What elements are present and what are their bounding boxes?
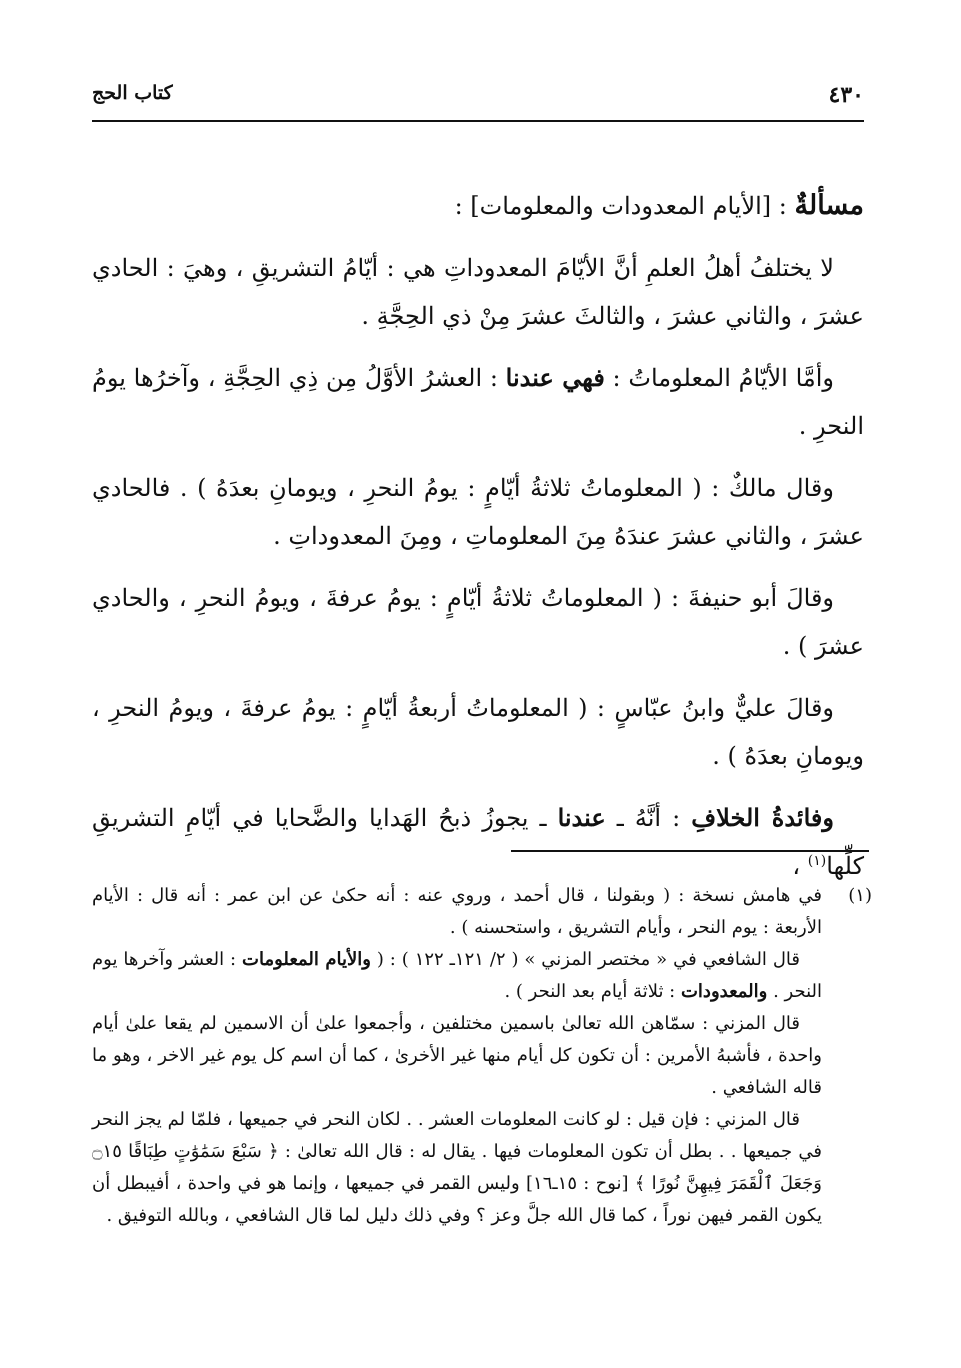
bold-phrase: عندنا (557, 803, 606, 832)
issue-heading (92, 182, 864, 230)
paragraph: وقالَ أبو حنيفةَ : ( المعلوماتُ ثلاثةُ أيّامٍ : يومُ عرفةَ ، ويومُ النحرِ ، والحادي عشرَ ) . (92, 584, 864, 660)
footnote-paragraph (92, 944, 822, 1008)
bold-phrase: فهي عندنا (505, 363, 605, 392)
paragraph (92, 354, 864, 450)
bold-phrase: وفائدةُ الخلافِ (691, 803, 834, 832)
footnote-text: قال الشافعي في « مختصر المزني » ( ٢/ ١٢١ـ ١٢٢ ) : ( (370, 949, 800, 970)
paragraph-text: ـ يجوزُ ذبحُ الهَدايا والضَّحايا في أيّامِ التشريقِ كلِّها (92, 804, 864, 880)
book-title: كتاب الحج (92, 82, 173, 104)
issue-keyword: مسألةٌ (794, 190, 864, 221)
running-header (92, 78, 864, 122)
footnotes (92, 880, 872, 1232)
footnote-marker: (١) (848, 885, 872, 906)
paragraph: وقالَ عليٌّ وابنُ عبّاسٍ : ( المعلوماتُ أربعةُ أيّامٍ : يومُ عرفةَ ، ويومُ النحرِ ، ويومانِ بعدَهُ ) . (92, 694, 864, 770)
paragraph: لا يختلفُ أهلُ العلمِ أنَّ الأيّامَ المعدوداتِ هي : أيّامُ التشريقِ ، وهيَ : الحادي عشرَ ، والثاني عشرَ ، والثالثَ عشرَ مِنْ ذي الحِجَّةِ . (92, 254, 864, 330)
main-text (92, 182, 864, 904)
footnote-paragraph: في هامش نسخة : ( وبقولنا ، قال أحمد ، وروي عنه : أنه حكىٰ عن ابن عمر : أنه قال : الأيام الأربعة : يوم النحر ، وأيام التشريق ، واستحسنه ) . (92, 885, 822, 938)
footnote-body (92, 880, 822, 1232)
footnote-reference[interactable]: (١) (807, 853, 827, 869)
bold-phrase: والأيام المعلومات (242, 949, 371, 970)
footnote-text: : ثلاثة أيام بعد النحر ) . (504, 981, 681, 1002)
paragraph (92, 794, 864, 890)
footnote-divider (511, 850, 869, 852)
paragraph-text: : أنَّهُ ـ (605, 804, 692, 832)
page-number: ٤٣٠ (828, 82, 864, 108)
issue-title: : [الأيام المعدودات والمعلومات] : (454, 192, 795, 220)
bold-phrase: والمعدودات (680, 981, 768, 1002)
paragraph-text: وأمَّا الأيّامُ المعلوماتُ : (604, 364, 835, 392)
footnote-text: : العشر وآخرها يوم النحر . (92, 949, 822, 1002)
footnote-paragraph: قال المزني : سمّاهن الله تعالىٰ باسمين مختلفين ، وأجمعوا علىٰ أن الاسمين لم يقعا علىٰ أيام واحدة ، فأشبهُ الأمرين : أن تكون كل أيام منها غير الأخرىٰ ، كما أن اسم كل يوم غير الاخر ، وهو ما قاله الشافعي . (92, 1013, 822, 1098)
paragraph-text: : العشرُ الأوَّلُ مِن ذِي الحِجَّةِ ، وآخرُها يومُ النحرِ . (92, 364, 864, 440)
paragraph: وقال مالكٌ : ( المعلوماتُ ثلاثةُ أيّامٍ : يومُ النحرِ ، ويومانِ بعدَهُ ) . فالحادي عشرَ ، والثاني عشرَ عندَهُ مِنَ المعلوماتِ ، ومِنَ المعدوداتِ . (92, 474, 864, 550)
paragraph-text: ، (792, 852, 808, 880)
footnote-paragraph: قال المزني : فإن قيل : لو كانت المعلومات العشر . . لكان النحر في جميعها ، فلمّا لم يجز النحر في جميعها . . بطل أن تكون المعلومات فيها . يقال له : قال الله تعالىٰ : ﴿ سَبْعَ سَمَٰوَٰتٍ طِبَاقًا ۝١٥ وَجَعَلَ ٱلْقَمَرَ فِيهِنَّ نُورًا ﴾ [نوح : ١٥ـ١٦] وليس القمر في جميعها ، وإنما هو في واحدة ، أفيبطل أن يكون القمر فيهن نوراً ، كما قال الله جلَّ وعز ؟ وفي ذلك دليل لما قال الشافعي ، وبالله التوفيق . (92, 1109, 823, 1226)
